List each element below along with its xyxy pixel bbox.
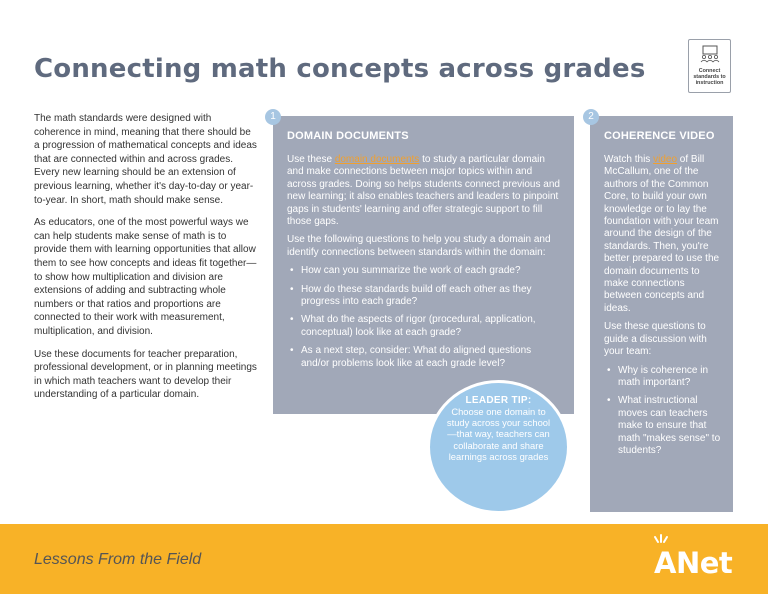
list-item: • Why is coherence in math important? xyxy=(604,365,721,390)
domain-documents-panel xyxy=(273,116,574,414)
badge-label: Connect standards to instruction xyxy=(693,68,726,86)
panel-title: DOMAIN DOCUMENTS xyxy=(287,130,409,142)
leader-tip-circle xyxy=(430,383,567,511)
intro-text xyxy=(34,112,258,411)
question-list xyxy=(287,265,560,370)
intro-paragraph: The math standards were designed with coherence in mind, meaning that there should be a progression of mathematical concepts and ideas that are connected within and across grades. Every new learning should be an extension of previous learning, whether it's day-to-day or year-to-year. In short, math should make sense. xyxy=(34,113,257,206)
list-item: • How do these standards build off each other as they progress into each grade? xyxy=(287,284,560,309)
list-item: • As a next step, consider: What do aligned questions and/or problems look like at each grade level? xyxy=(287,345,560,370)
panel-paragraph: Watch this video of Bill McCallum, one of the authors of the Common Core, to build your own knowledge or to lay the foundation with your team around the design of the standards. Then, you're better prepared to use the domain documents to make connections between concepts and ideas. xyxy=(604,154,720,314)
list-item: • What instructional moves can teachers make to ensure that math "makes sense" to students? xyxy=(604,395,721,457)
intro-paragraph: Use these documents for teacher preparation, professional development, or in planning meetings in which math teachers want to develop their understanding of a particular domain. xyxy=(34,348,257,401)
video-link[interactable]: video xyxy=(653,154,677,165)
list-item: • How can you summarize the work of each grade? xyxy=(287,265,560,277)
domain-documents-link[interactable]: domain documents xyxy=(334,154,420,165)
anet-logo: ANet xyxy=(654,546,733,580)
footer-bar xyxy=(0,524,768,594)
panel-title: COHERENCE VIDEO xyxy=(604,130,715,142)
question-list xyxy=(604,365,721,458)
presentation-board-icon xyxy=(699,45,721,63)
footer-text: Lessons From the Field xyxy=(34,551,202,568)
intro-paragraph: As educators, one of the most powerful ways we can help students make sense of math is to provide them with learning opportunities that allow them to see how concepts and ideas fit together—to show how multiplication and division are extensions of adding and subtracting whole numbers or that ratios and proportions are connected to their work with measurement, multiplication, and division. xyxy=(34,217,257,337)
tip-body: Choose one domain to study across your school—that way, teachers can collaborate and share learnings across grades xyxy=(446,406,551,462)
panel-paragraph: Use these domain documents to study a particular domain and make connections between major topics within and across grades. Doing so helps students connect previous and new learning; it also enables teachers and leaders to pinpoint gaps in students' learning and offer strategic support to fill those gaps. xyxy=(287,154,560,228)
step-number-1: 1 xyxy=(265,109,281,125)
tip-title: LEADER TIP: xyxy=(465,395,532,406)
page-title: Connecting math concepts across grades xyxy=(34,54,646,84)
list-item: • What do the aspects of rigor (procedural, application, conceptual) look like at each grade? xyxy=(287,314,560,339)
resource-badge xyxy=(688,39,731,93)
logo-rays-icon xyxy=(653,534,669,546)
coherence-video-panel xyxy=(590,116,733,512)
step-number-2: 2 xyxy=(583,109,599,125)
panel-paragraph: Use the following questions to help you study a domain and identify connections between standards within the domain: xyxy=(287,234,551,258)
panel-paragraph: Use these questions to guide a discussion with your team: xyxy=(604,321,707,358)
